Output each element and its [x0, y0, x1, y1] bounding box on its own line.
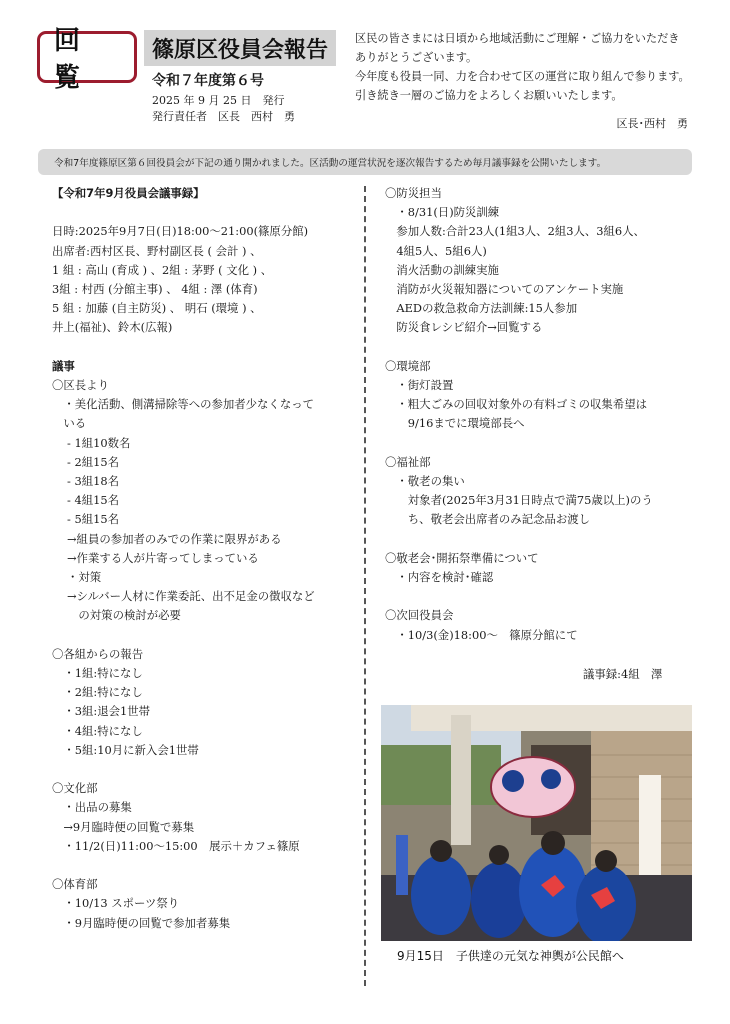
minutes-line: - 2組15名: [52, 454, 120, 469]
minutes-line: ・街灯設置: [385, 378, 454, 393]
column-divider: [364, 186, 366, 986]
minutes-line: ・出品の募集: [52, 800, 132, 815]
minutes-line: ・10/3(金)18:00～ 篠原分館にて: [385, 627, 578, 642]
minutes-line: - 1組10数名: [52, 435, 131, 450]
greeting-line: 今年度も役員一同、力を合わせて区の運営に取り組んで参ります。: [355, 70, 690, 83]
minutes-line: - 4組15名: [52, 493, 120, 508]
minutes-line: 〇次回役員会: [385, 608, 454, 623]
blank-line: [52, 203, 357, 222]
minutes-line: ・5組:10月に新入会1世帯: [52, 742, 199, 757]
minutes-line: 出席者:西村区長、野村副区長 ( 会計 ) 、: [52, 243, 262, 258]
minutes-left-column: [52, 184, 357, 933]
minutes-line: ・敬老の集い: [385, 474, 465, 489]
minutes-line: 参加人数:合計23人(1組3人、2組3人、3組6人、: [385, 224, 645, 239]
minutes-line: ・8/31(日)防災訓練: [385, 205, 500, 220]
blank-line: [52, 856, 357, 875]
greeting-line: 区民の皆さまには日頃から地域活動にご理解・ご協力をいただき: [355, 32, 680, 45]
minutes-line: 日時:2025年9月7日(日)18:00～21:00(篠原分館): [52, 224, 309, 239]
minutes-line: →シルバー人材に作業委託、出不足金の徴収など: [52, 589, 315, 604]
minutes-line: - 5組15名: [52, 512, 120, 527]
blank-line: [52, 760, 357, 779]
minutes-line: ・10/13 スポーツ祭り: [52, 896, 180, 911]
festival-photo: [381, 705, 692, 941]
minutes-line: 消防が火災報知器についてのアンケート実施: [385, 282, 624, 297]
minutes-line: ち、敬老会出席者のみ記念品お渡し: [385, 512, 591, 527]
minutes-line: 5 組 : 加藤 (自主防災) 、 明石 (環境 ) 、: [52, 301, 262, 316]
blank-line: [385, 338, 690, 357]
blank-line: [385, 530, 690, 549]
minutes-line: 〇福祉部: [385, 454, 431, 469]
minutes-recorder: 議事録:4組 澤: [583, 667, 663, 681]
minutes-line: 9/16までに環境部長へ: [385, 416, 525, 431]
minutes-line: 【令和7年9月役員会議事録】: [52, 186, 205, 200]
minutes-line: 4組5人、5組6人): [385, 243, 487, 258]
minutes-line: の対策の検討が必要: [52, 608, 181, 623]
kairan-label: 回 覧: [54, 26, 95, 93]
notice-banner: 令和7年度篠原区第６回役員会が下記の通り開かれました。区活動の運営状況を逐次報告するため毎月議事録を公開いたします。: [38, 149, 692, 175]
greeting-line: 引き続き一層のご協力をよろしくお願いいたします。: [355, 89, 623, 102]
minutes-line: 防災食レシピ紹介→回覧する: [385, 320, 543, 335]
minutes-line: ・美化活動、側溝掃除等への参加者少なくなって: [52, 397, 314, 412]
minutes-line: 〇体育部: [52, 877, 98, 892]
publisher: 発行責任者 区長 西村 勇: [152, 110, 295, 123]
minutes-line: 〇各組からの報告: [52, 646, 144, 661]
issue-number: 令和７年度第６号: [152, 73, 264, 89]
minutes-line: 〇環境部: [385, 358, 431, 373]
report-title-box: [144, 30, 336, 66]
minutes-line: ・対策: [52, 570, 102, 585]
minutes-line: 議事: [52, 358, 75, 373]
minutes-line: 〇文化部: [52, 781, 98, 796]
minutes-line: 〇敬老会･開拓祭準備について: [385, 550, 539, 565]
kairan-stamp: [37, 26, 137, 93]
blank-line: [52, 626, 357, 645]
minutes-right-column: [385, 184, 690, 645]
minutes-line: いる: [52, 416, 87, 431]
minutes-line: 1 組 : 高山 (育成 ) 、2組 : 茅野 ( 文化 ) 、: [52, 262, 273, 277]
minutes-line: ・3組:退会1世帯: [52, 704, 151, 719]
minutes-line: 消火活動の訓練実施: [385, 262, 499, 277]
minutes-line: 3組 : 村西 (分館主事) 、 4組 : 澤 (体育): [52, 282, 258, 296]
greeting-line: ありがとうございます。: [355, 51, 478, 64]
minutes-line: ・9月臨時便の回覧で参加者募集: [52, 915, 231, 930]
minutes-line: ・11/2(日)11:00～15:00 展示＋カフェ篠原: [52, 838, 300, 853]
minutes-line: →9月臨時便の回覧で募集: [52, 819, 195, 834]
publish-date: 2025 年 9 月 25 日 発行: [152, 94, 285, 107]
blank-line: [385, 434, 690, 453]
minutes-line: ・内容を検討･確認: [385, 570, 494, 585]
minutes-line: →組員の参加者のみでの作業に限界がある: [52, 531, 282, 546]
minutes-line: ・1組:特になし: [52, 666, 143, 681]
minutes-line: 井上(福祉)、鈴木(広報): [52, 320, 173, 335]
minutes-line: 〇区長より: [52, 378, 109, 392]
report-title: 篠原区役員会報告: [152, 37, 329, 63]
minutes-line: 対象者(2025年3月31日時点で満75歳以上)のう: [385, 493, 653, 508]
minutes-line: →作業する人が片寄ってしまっている: [52, 550, 259, 565]
blank-line: [385, 587, 690, 606]
minutes-line: ・2組:特になし: [52, 685, 143, 700]
greeting-signature: 区長･西村 勇: [616, 117, 688, 130]
blank-line: [52, 338, 357, 357]
minutes-line: - 3組18名: [52, 474, 120, 489]
minutes-line: ・粗大ごみの回収対象外の有料ゴミの収集希望は: [385, 397, 647, 412]
greeting: [355, 29, 695, 105]
minutes-line: ・4組:特になし: [52, 723, 143, 738]
minutes-line: 〇防災担当: [385, 186, 442, 200]
photo-caption: 9月15日 子供達の元気な神輿が公民館へ: [397, 949, 624, 963]
minutes-line: AEDの救急救命方法訓練:15人参加: [385, 301, 578, 316]
